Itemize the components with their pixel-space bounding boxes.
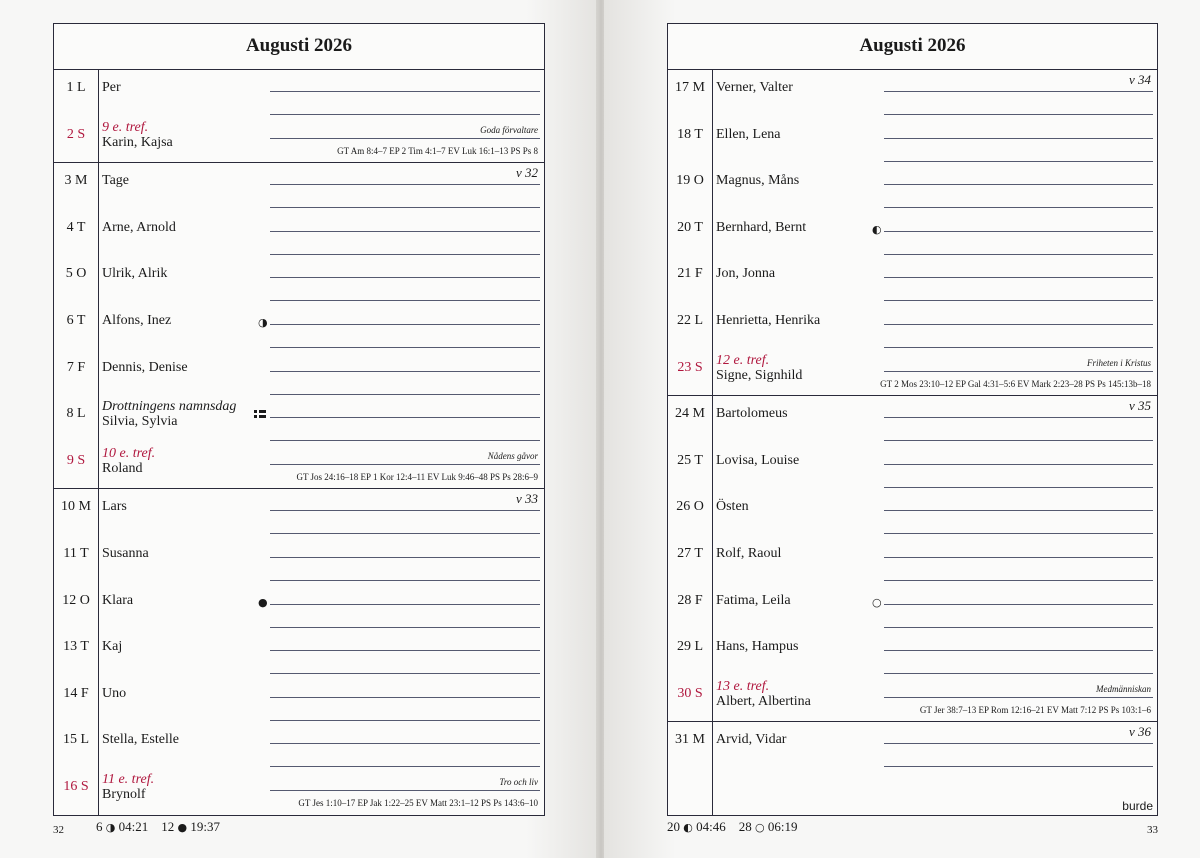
week-number: v 32 [515, 165, 538, 181]
writing-line[interactable] [884, 231, 1153, 232]
writing-line[interactable] [884, 533, 1153, 534]
name-day-names: Lovisa, Louise [716, 452, 800, 468]
writing-line[interactable] [884, 138, 1153, 139]
footer-day: 20 [667, 819, 680, 834]
name-day-names: Ellen, Lena [716, 126, 781, 142]
writing-line[interactable] [884, 184, 1153, 185]
sunday-theme: Medmänniskan [1096, 683, 1151, 694]
day-row [54, 489, 544, 536]
name-day-names: Kaj [102, 639, 123, 655]
bible-readings: GT Jer 38:7–13 EP Rom 12:16–21 EV Matt 7:12 PS Ps 103:1–6 [919, 704, 1151, 715]
left-page [0, 0, 598, 858]
day-date: 19 O [676, 173, 704, 189]
sunday-theme: Friheten i Kristus [1086, 357, 1151, 368]
writing-line[interactable] [270, 371, 540, 372]
day-row [54, 676, 544, 723]
name-day-names: Rolf, Raoul [716, 546, 782, 561]
name-day-names: Stella, Estelle [102, 732, 179, 748]
day-row [668, 70, 1157, 117]
footer-day: 28 [738, 819, 752, 834]
day-row [54, 583, 544, 630]
day-row [54, 303, 544, 350]
week-number: v 35 [1128, 398, 1151, 414]
sunday-theme: Goda förvaltare [480, 124, 538, 135]
day-names [102, 120, 173, 150]
writing-line[interactable] [884, 464, 1153, 465]
day-row [54, 536, 544, 583]
day-row [54, 256, 544, 303]
day-date: 29 L [676, 639, 704, 655]
writing-line[interactable] [884, 324, 1153, 325]
writing-line[interactable] [884, 277, 1153, 278]
writing-line[interactable] [884, 743, 1153, 744]
name-day-names: Hans, Hampus [716, 639, 799, 655]
moon-phase-footer [667, 819, 797, 835]
day-date: 10 M [61, 499, 91, 515]
day-date: 11 T [63, 546, 89, 561]
moon-icon: ◐ [683, 821, 693, 834]
name-day-names: Magnus, Måns [716, 173, 800, 189]
day-names [102, 772, 154, 802]
day-date: 20 T [677, 219, 703, 235]
week-number: v 33 [515, 491, 538, 507]
day-row [668, 117, 1157, 164]
day-date: 24 M [675, 406, 705, 422]
day-row [668, 443, 1157, 490]
day-names [102, 80, 121, 96]
day-date: 1 L [66, 80, 86, 95]
writing-line[interactable] [270, 207, 540, 208]
writing-line[interactable] [884, 371, 1153, 372]
page-number: 33 [1147, 824, 1158, 836]
footer-time: 04:21 [118, 819, 149, 834]
day-row [668, 722, 1157, 769]
day-row [54, 163, 544, 210]
feast-day-label: 9 e. tref. [102, 119, 149, 135]
day-date: 16 S [63, 779, 89, 794]
day-row [54, 722, 544, 769]
name-day-names: Östen [716, 499, 749, 515]
name-day-names: Tage [102, 173, 130, 189]
writing-line[interactable] [270, 673, 540, 674]
day-row [668, 303, 1157, 350]
writing-line[interactable] [270, 510, 540, 511]
name-day-names: Henrietta, Henrika [716, 313, 821, 328]
writing-line[interactable] [884, 161, 1153, 162]
footer-time: 19:37 [190, 819, 220, 834]
day-row [54, 350, 544, 397]
day-date: 28 F [677, 592, 703, 608]
writing-line[interactable] [884, 673, 1153, 674]
day-row [54, 443, 544, 490]
writing-line[interactable] [270, 138, 540, 139]
day-row [668, 629, 1157, 676]
day-date: 26 O [676, 499, 704, 515]
day-row [668, 676, 1157, 723]
writing-line[interactable] [884, 766, 1153, 767]
moon-phase-icon: ○ [872, 595, 882, 609]
bible-readings: GT 2 Mos 23:10–12 EP Gal 4:31–5:6 EV Mark 2:23–28 PS Ps 145:13b–18 [880, 378, 1151, 389]
day-date: 2 S [66, 126, 86, 142]
writing-line[interactable] [884, 557, 1153, 558]
day-row [668, 489, 1157, 536]
day-date: 7 F [66, 359, 86, 375]
brand-logo: burde [1122, 799, 1153, 813]
moon-icon: ◑ [105, 821, 116, 834]
writing-line[interactable] [270, 184, 540, 185]
writing-line[interactable] [884, 300, 1153, 301]
writing-line[interactable] [270, 254, 540, 255]
day-names [102, 499, 127, 515]
day-date: 12 O [62, 592, 90, 608]
writing-line[interactable] [884, 417, 1153, 418]
day-names [716, 127, 781, 143]
bible-readings: GT Jes 1:10–17 EP Jak 1:22–25 EV Matt 23:1–12 PS Ps 143:6–10 [298, 798, 538, 808]
day-date: 5 O [65, 266, 87, 282]
day-date: 8 L [66, 406, 86, 422]
day-row [668, 536, 1157, 583]
day-names [716, 220, 806, 236]
writing-line[interactable] [884, 207, 1153, 208]
writing-line[interactable] [270, 790, 540, 791]
day-date: 25 T [677, 452, 703, 468]
writing-line[interactable] [884, 650, 1153, 651]
day-date: 30 S [677, 685, 703, 701]
day-date: 13 T [63, 639, 89, 655]
name-day-names: Jon, Jonna [716, 266, 776, 282]
name-day-names: Susanna [102, 546, 149, 561]
day-names [102, 686, 126, 702]
day-names [102, 593, 133, 609]
sunday-theme: Nådens gåvor [487, 450, 538, 461]
name-day-names: Fatima, Leila [716, 592, 791, 608]
writing-line[interactable] [884, 440, 1153, 441]
day-names [716, 266, 775, 282]
day-names [716, 546, 781, 562]
writing-line[interactable] [270, 743, 540, 744]
day-names [716, 80, 793, 96]
day-row [54, 70, 544, 117]
day-date: 9 S [66, 452, 86, 468]
day-names [716, 453, 799, 469]
writing-line[interactable] [270, 604, 540, 605]
writing-line[interactable] [884, 627, 1153, 628]
writing-line[interactable] [884, 487, 1153, 488]
page-title: Augusti 2026 [54, 24, 544, 70]
writing-line[interactable] [884, 510, 1153, 511]
day-date: 27 T [677, 546, 703, 561]
writing-line[interactable] [270, 440, 540, 441]
name-day-names: Lars [102, 499, 127, 515]
writing-line[interactable] [884, 91, 1153, 92]
day-names [102, 399, 236, 429]
day-date: 18 T [677, 126, 703, 142]
day-names [102, 446, 155, 476]
flag-icon [254, 410, 266, 418]
day-names [716, 499, 749, 515]
writing-line[interactable] [270, 91, 540, 92]
writing-line[interactable] [270, 300, 540, 301]
name-day-names: Uno [102, 685, 127, 701]
day-names [102, 639, 122, 655]
writing-line[interactable] [270, 697, 540, 698]
day-date: 4 T [66, 219, 86, 235]
writing-line[interactable] [884, 697, 1153, 698]
bible-readings: GT Am 8:4–7 EP 2 Tim 4:1–7 EV Luk 16:1–13 PS Ps 8 [337, 145, 538, 156]
day-names [716, 313, 820, 329]
name-day-names: Bernhard, Bernt [716, 219, 807, 235]
footer-day: 6 [96, 819, 103, 834]
name-day-names: Roland [102, 460, 143, 476]
feast-day-label: 10 e. tref. [102, 445, 156, 461]
writing-line[interactable] [884, 114, 1153, 115]
day-names [102, 732, 179, 748]
flag-day-label: Drottningens namnsdag [102, 399, 237, 415]
day-names [716, 406, 788, 422]
writing-line[interactable] [270, 766, 540, 767]
day-row [54, 769, 544, 816]
moon-phase-icon: ◑ [258, 316, 268, 329]
day-row [668, 350, 1157, 397]
footer-time: 04:46 [696, 819, 726, 834]
day-date: 31 M [675, 732, 705, 748]
feast-day-label: 12 e. tref. [716, 352, 770, 368]
day-names [102, 173, 129, 189]
writing-line[interactable] [270, 347, 540, 348]
page-title: Augusti 2026 [668, 24, 1157, 70]
day-date: 23 S [677, 359, 703, 375]
name-day-names: Silvia, Sylvia [102, 414, 178, 430]
writing-line[interactable] [270, 231, 540, 232]
writing-line[interactable] [270, 650, 540, 651]
footer-day: 12 [161, 819, 175, 834]
name-day-names: Ulrik, Alrik [102, 266, 168, 282]
day-row [668, 210, 1157, 257]
day-names [716, 639, 798, 655]
writing-line[interactable] [270, 114, 540, 115]
day-row [54, 210, 544, 257]
writing-line[interactable] [270, 464, 540, 465]
day-names [716, 679, 811, 709]
writing-line[interactable] [884, 347, 1153, 348]
writing-line[interactable] [270, 324, 540, 325]
day-date: 21 F [677, 266, 703, 282]
right-page [604, 0, 1200, 858]
name-day-names: Klara [102, 592, 134, 608]
day-names [102, 360, 188, 376]
writing-line[interactable] [270, 394, 540, 395]
sunday-theme: Tro och liv [499, 777, 538, 787]
feast-day-label: 11 e. tref. [102, 772, 155, 787]
name-day-names: Karin, Kajsa [102, 134, 173, 150]
day-date: 22 L [676, 313, 704, 328]
name-day-names: Brynolf [102, 787, 146, 802]
writing-line[interactable] [884, 580, 1153, 581]
day-row [54, 117, 544, 164]
day-names [716, 173, 799, 189]
day-names [716, 593, 791, 609]
writing-line[interactable] [270, 533, 540, 534]
day-row [668, 583, 1157, 630]
writing-line[interactable] [270, 277, 540, 278]
name-day-names: Arne, Arnold [102, 219, 176, 235]
writing-line[interactable] [270, 627, 540, 628]
name-day-names: Alfons, Inez [102, 313, 172, 328]
name-day-names: Signe, Signhild [716, 367, 803, 383]
day-names [102, 546, 149, 562]
name-day-names: Albert, Albertina [716, 693, 811, 709]
footer-time: 06:19 [767, 819, 798, 834]
day-names [716, 732, 786, 748]
writing-line[interactable] [270, 557, 540, 558]
writing-line[interactable] [270, 417, 540, 418]
day-row [668, 163, 1157, 210]
day-date: 14 F [63, 685, 89, 701]
day-names [102, 220, 176, 236]
name-day-names: Per [102, 80, 121, 95]
moon-phase-icon: ● [258, 595, 268, 609]
day-row [54, 629, 544, 676]
name-day-names: Dennis, Denise [102, 359, 188, 375]
writing-line[interactable] [884, 254, 1153, 255]
day-row [54, 396, 544, 443]
name-day-names: Bartolomeus [716, 406, 788, 422]
name-day-names: Verner, Valter [716, 80, 793, 95]
week-number: v 34 [1128, 72, 1151, 87]
left-calendar-frame [53, 23, 545, 816]
writing-line[interactable] [270, 580, 540, 581]
bible-readings: GT Jos 24:16–18 EP 1 Kor 12:4–11 EV Luk 9:46–48 PS Ps 28:6–9 [296, 471, 538, 482]
day-names [716, 353, 802, 383]
name-day-names: Arvid, Vidar [716, 732, 787, 748]
day-date: 15 L [62, 732, 90, 748]
moon-phase-footer [96, 819, 220, 835]
day-date: 17 M [675, 80, 705, 95]
moon-phase-icon: ◐ [872, 222, 882, 236]
right-calendar-frame [667, 23, 1158, 816]
week-number: v 36 [1128, 724, 1151, 740]
day-row [668, 396, 1157, 443]
day-names [102, 266, 167, 282]
day-row [668, 256, 1157, 303]
page-number: 32 [53, 824, 64, 836]
writing-line[interactable] [270, 720, 540, 721]
feast-day-label: 13 e. tref. [716, 678, 770, 694]
moon-icon: ○ [754, 821, 765, 834]
day-names [102, 313, 171, 329]
moon-icon: ● [177, 821, 188, 834]
day-date: 3 M [64, 173, 88, 189]
writing-line[interactable] [884, 604, 1153, 605]
day-date: 6 T [66, 313, 86, 328]
